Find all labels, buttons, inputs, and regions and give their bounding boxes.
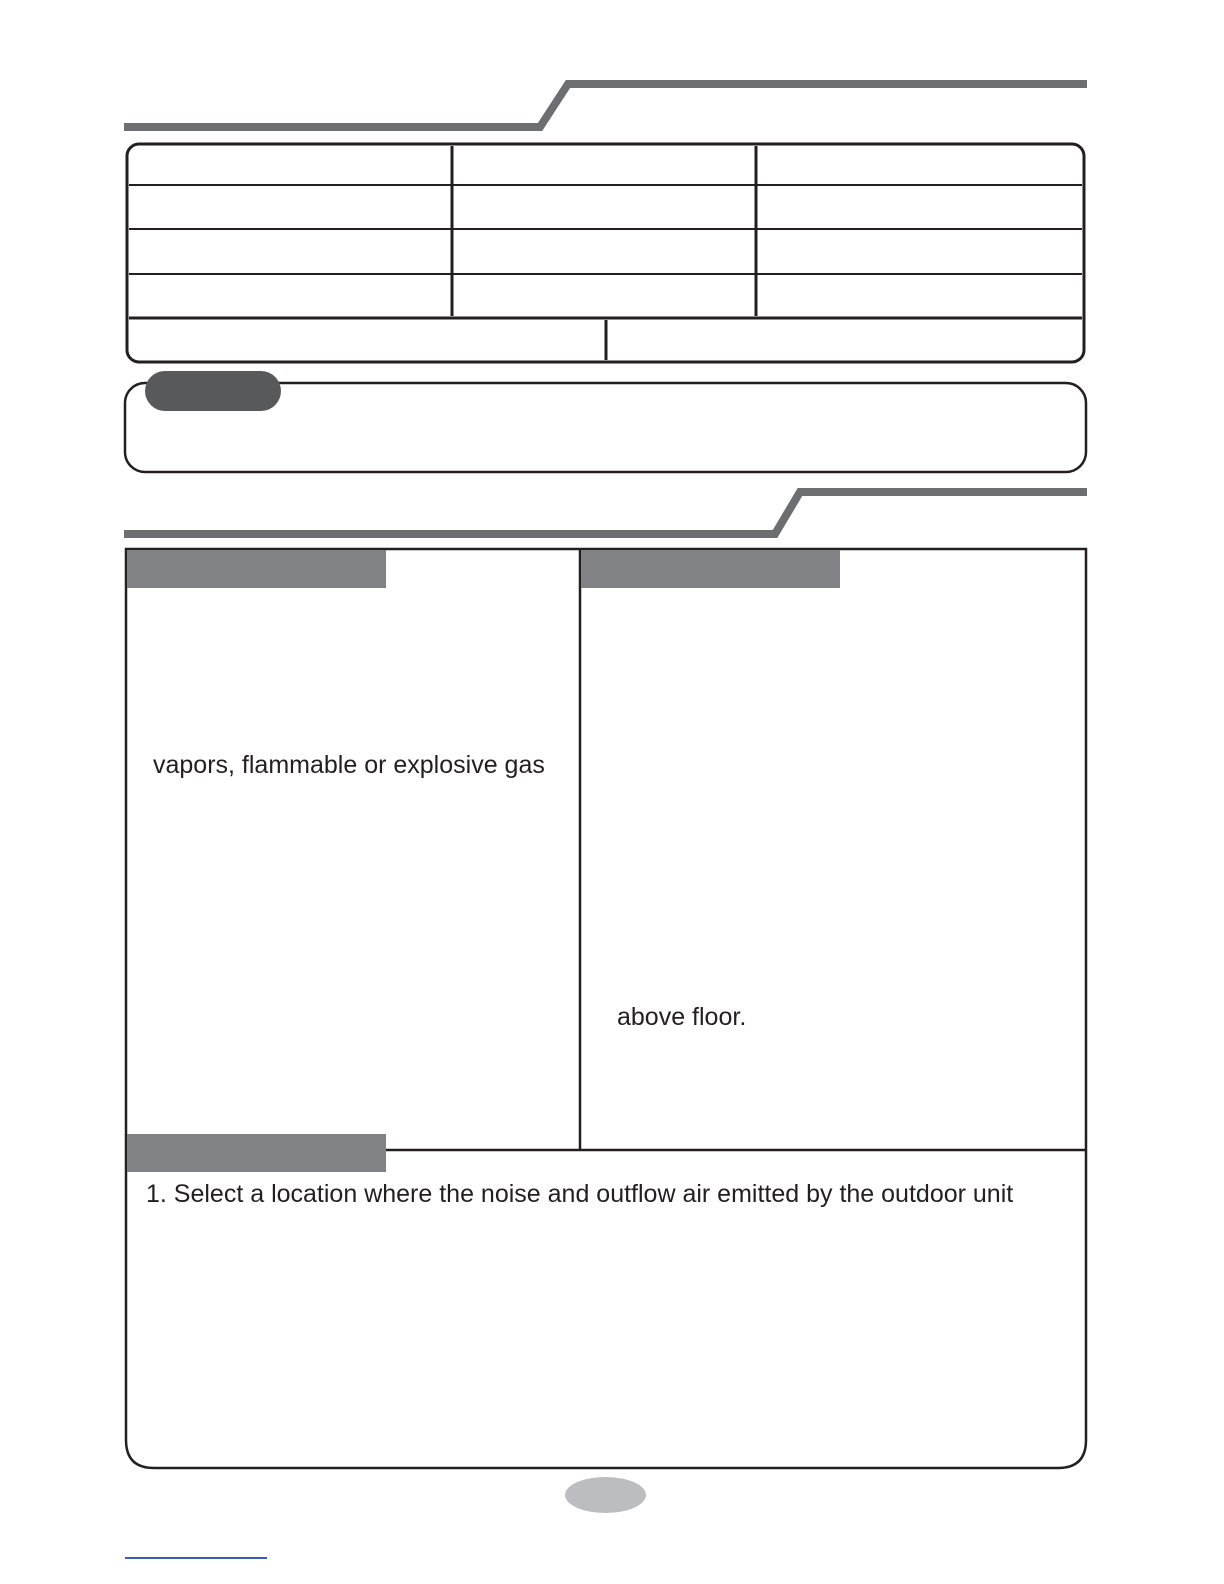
bottom-panel-text: 1. Select a location where the noise and outflow air emitted by the outdoor unit: [146, 1180, 1014, 1208]
outdoor-location-tab: [127, 1134, 386, 1172]
left-panel-text: vapors, flammable or explosive gas: [153, 751, 545, 779]
section-2-header-bar: [124, 492, 1087, 534]
right-panel-text: above floor.: [617, 1003, 747, 1031]
footer-link-underline[interactable]: [125, 1557, 267, 1559]
note-label-pill: [145, 371, 281, 411]
location-frame: [126, 549, 1086, 1468]
section-1-header-bar: [124, 84, 1087, 127]
page-number-oval: [565, 1477, 646, 1513]
right-location-tab: [581, 550, 840, 588]
location-frame-border: [126, 549, 1086, 1468]
indoor-location-tab: [127, 550, 386, 588]
spec-table: [127, 144, 1084, 362]
